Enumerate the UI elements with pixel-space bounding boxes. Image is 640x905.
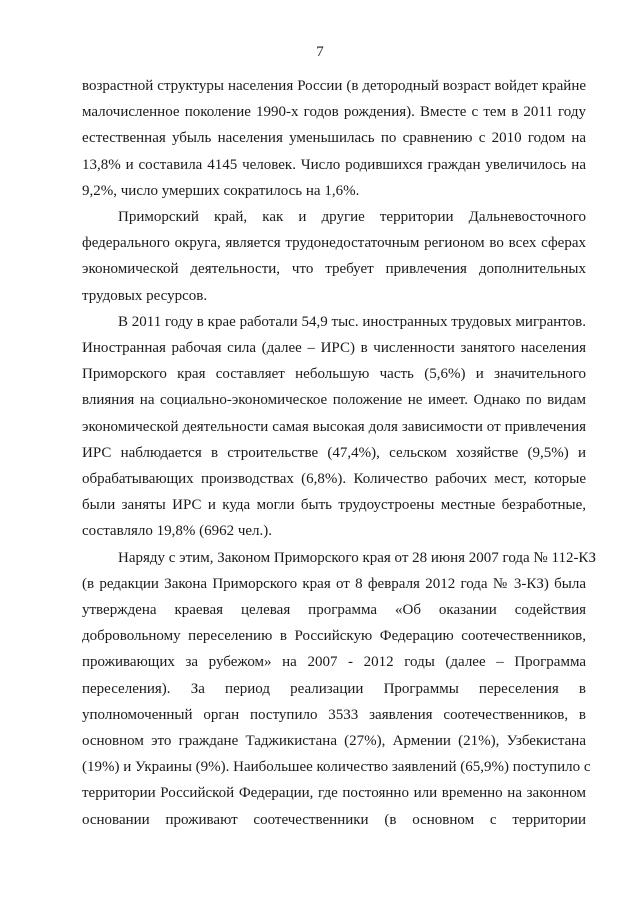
- text-line: (в редакции Закона Приморского края от 8 февраля 2012 года № 3-КЗ) была: [82, 575, 586, 592]
- text-line: Приморский край, как и другие территории Дальневосточного: [118, 209, 586, 226]
- text-line: составляло 19,8% (6962 чел.).: [82, 523, 273, 540]
- page-number: 7: [316, 44, 324, 60]
- text-line: федерального округа, является трудонедостаточным регионом во всех сферах: [82, 235, 586, 252]
- text-line: В 2011 году в крае работали 54,9 тыс. иностранных трудовых мигрантов.: [118, 313, 586, 330]
- paragraph-2: [82, 204, 586, 309]
- paragraph-3: [82, 309, 586, 545]
- text-line: уполномоченный орган поступило 3533 заявления соотечественников, в: [82, 706, 586, 723]
- text-line: (19%) и Украины (9%). Наибольшее количество заявлений (65,9%) поступило с: [82, 759, 591, 776]
- text-line: Наряду с этим, Законом Приморского края от 28 июня 2007 года № 112-КЗ: [118, 549, 596, 566]
- text-line: ИРС наблюдается в строительстве (47,4%), сельском хозяйстве (9,5%) и: [82, 444, 586, 461]
- text-line: 13,8% и составила 4145 человек. Число родившихся граждан увеличилось на: [82, 156, 586, 173]
- text-line: возрастной структуры населения России (в детородный возраст войдет крайне: [82, 78, 586, 94]
- text-line: влияния на социально-экономическое положение не имеет. Однако по видам: [82, 392, 586, 409]
- text-line: основании проживают соотечественники (в основном с территории: [82, 811, 586, 828]
- text-line: Иностранная рабочая сила (далее – ИРС) в численности занятого населения: [82, 340, 586, 357]
- text-line: экономической деятельности, что требует привлечения дополнительных: [82, 261, 586, 278]
- text-line: трудовых ресурсов.: [82, 287, 208, 304]
- text-line: основном это граждане Таджикистана (27%), Армении (21%), Узбекистана: [82, 733, 586, 750]
- text-line: обрабатывающих производствах (6,8%). Количество рабочих мест, которые: [82, 471, 586, 488]
- text-line: малочисленное поколение 1990-х годов рождения). Вместе с тем в 2011 году: [82, 104, 586, 121]
- body-text: [82, 73, 596, 833]
- text-line: территории Российской Федерации, где постоянно или временно на законном: [82, 785, 586, 802]
- paragraph-1: [82, 73, 586, 204]
- text-line: естественная убыль населения уменьшилась по сравнению с 2010 годом на: [82, 130, 586, 147]
- paragraph-4: [82, 545, 596, 833]
- text-line: добровольному переселению в Российскую Федерацию соотечественников,: [82, 628, 586, 645]
- text-line: утверждена краевая целевая программа «Об оказании содействия: [82, 602, 586, 619]
- text-line: экономической деятельности самая высокая доля зависимости от привлечения: [82, 418, 586, 435]
- text-line: 9,2%, число умерших сократилось на 1,6%.: [82, 182, 360, 199]
- text-line: переселения). За период реализации Программы переселения в: [82, 680, 586, 697]
- text-line: были заняты ИРС и куда могли быть трудоустроены местные безработные,: [82, 497, 586, 514]
- text-line: проживающих за рубежом» на 2007 - 2012 годы (далее – Программа: [82, 654, 586, 671]
- text-line: Приморского края составляет небольшую часть (5,6%) и значительного: [82, 366, 586, 383]
